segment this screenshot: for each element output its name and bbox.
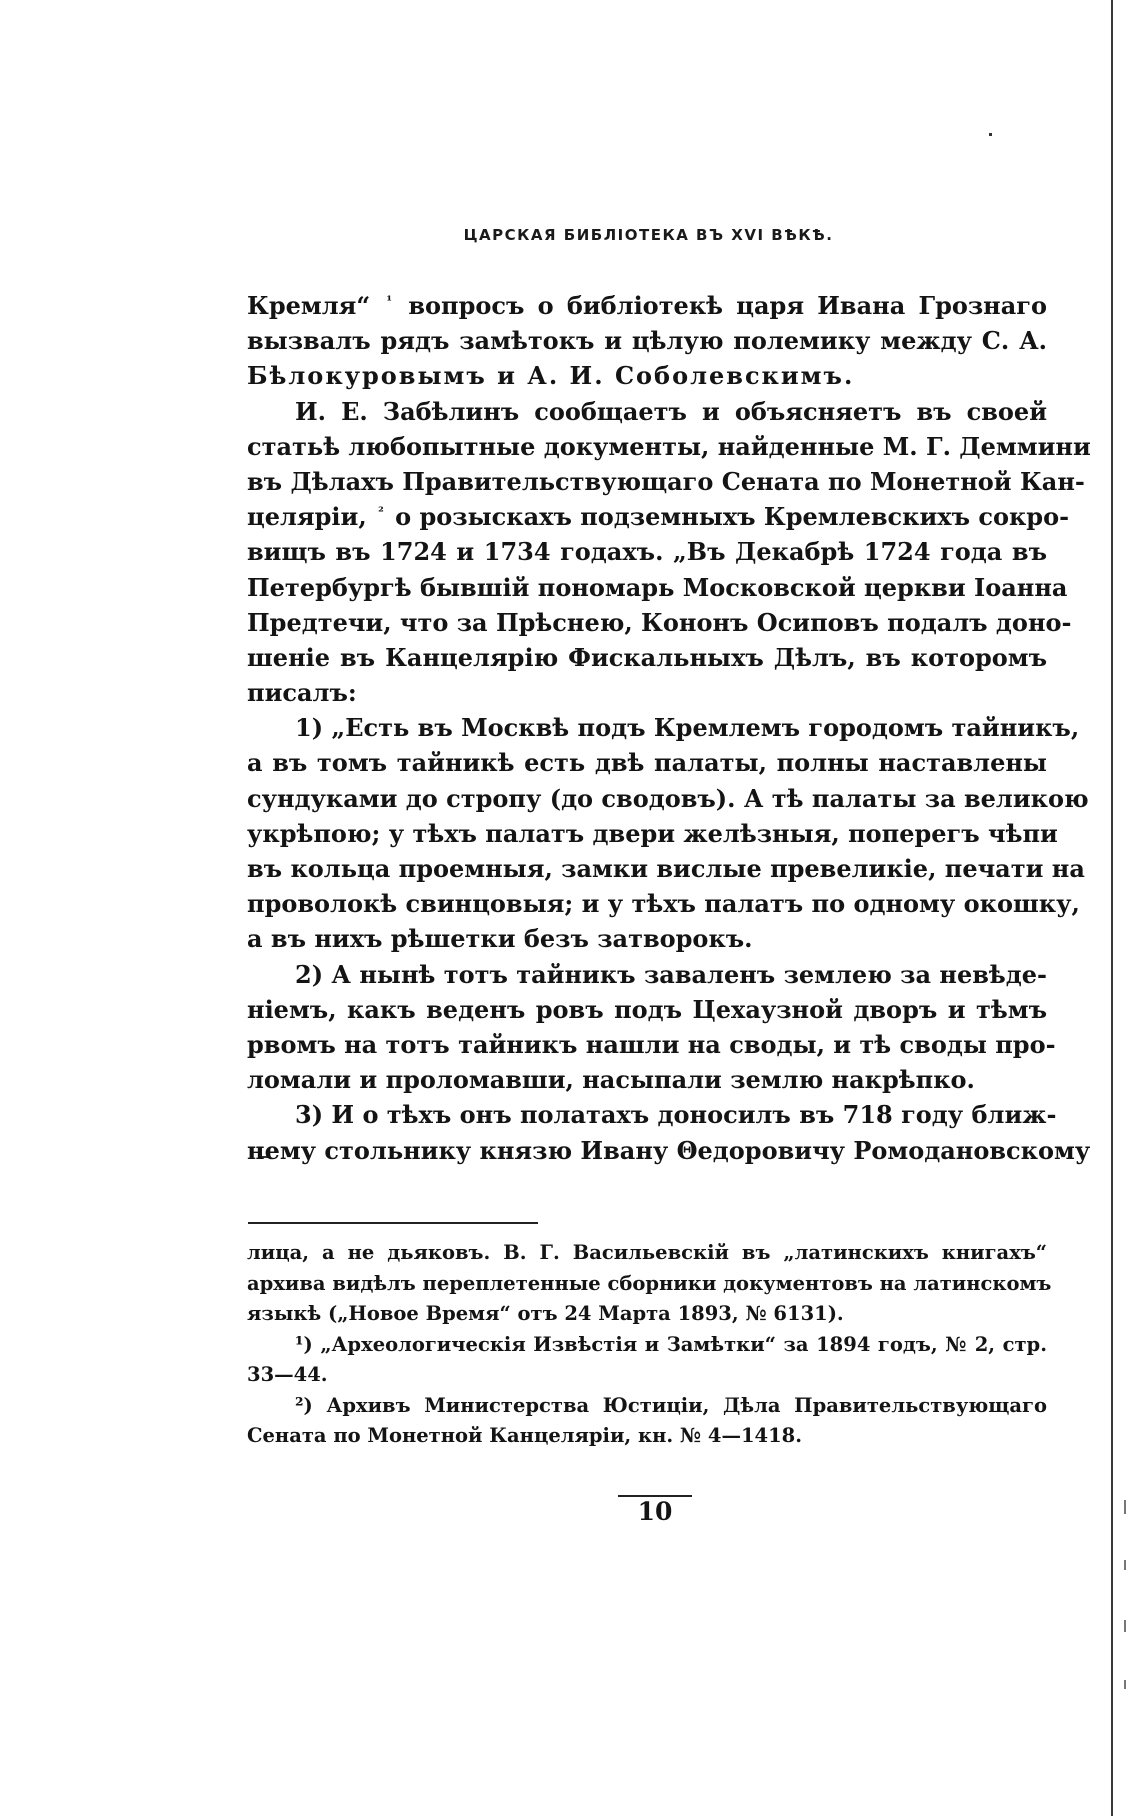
page-edge-speck	[1124, 1500, 1126, 1514]
body-line	[247, 886, 1080, 921]
text-segment: „Археологическія Извѣстія и Замѣтки“ за 1894 годъ, № 2, стр.	[312, 1332, 1047, 1356]
footnote-rule	[248, 1222, 538, 1224]
body-line	[247, 745, 1047, 780]
text-segment: вопросъ о библіотекѣ царя Ивана Грознаго	[395, 291, 1047, 320]
text-segment: 1) „Есть въ Москвѣ подъ Кремлемъ городомъ тайникъ,	[295, 713, 1080, 743]
page-edge-speck	[1124, 1680, 1126, 1689]
body-line	[247, 429, 1091, 464]
body-line	[247, 605, 1072, 640]
footnote-line	[247, 1360, 1047, 1391]
text-segment: ²)	[295, 1393, 313, 1417]
text-segment: вызвалъ рядъ замѣтокъ и цѣлую полемику между С. А.	[247, 326, 1047, 356]
text-segment: Кремля“	[247, 291, 384, 320]
text-segment: Сената по Монетной Канцеляріи, кн. № 4—1418.	[247, 1424, 803, 1447]
text-segment: шеніе въ Канцелярію Фискальныхъ Дѣлъ, въ которомъ	[247, 642, 1047, 672]
body-line	[247, 570, 1068, 605]
text-segment: 33—44.	[247, 1363, 328, 1386]
footnote-line	[247, 1299, 1047, 1330]
body-line	[247, 394, 1047, 429]
body-line	[247, 921, 1047, 956]
body-line	[247, 358, 1047, 393]
body-line	[247, 1027, 1056, 1062]
text-segment: 3) И о тѣхъ онъ полатахъ доносилъ въ 718 году ближ-	[295, 1100, 1057, 1130]
body-line	[247, 1133, 1091, 1168]
body-line	[247, 323, 1047, 358]
text-segment: И. Е. Забѣлинъ сообщаетъ и объясняетъ въ своей	[295, 396, 1047, 426]
text-segment: рвомъ на тотъ тайникъ нашли на своды, и тѣ своды про-	[247, 1029, 1056, 1059]
text-segment: а въ томъ тайникѣ есть двѣ палаты, полны наставлены	[247, 748, 1047, 778]
body-line	[247, 781, 1089, 816]
body-line	[247, 534, 1047, 569]
text-segment: ¹)	[295, 1332, 313, 1356]
body-line	[247, 640, 1047, 675]
footnote-marker: ²	[378, 505, 384, 521]
running-head: ЦАРСКАЯ БИБЛІОТЕКА ВЪ XVI ВѢКѢ.	[463, 226, 834, 244]
body-line	[247, 957, 1047, 992]
body-line	[247, 1062, 1047, 1097]
text-segment: Архивъ Министерства Юстиціи, Дѣла Правительствующаго	[312, 1393, 1047, 1417]
footnote-line	[247, 1330, 1047, 1361]
body-line	[247, 816, 1058, 851]
text-segment: сундуками до стропу (до сводовъ). А тѣ палаты за великою	[247, 783, 1089, 813]
footnote-line	[247, 1421, 1047, 1452]
text-segment: архива видѣлъ переплетенные сборники документовъ на латинскомъ	[247, 1271, 1052, 1295]
text-segment: ніемъ, какъ веденъ ровъ подъ Цехаузной дворъ и тѣмъ	[247, 994, 1047, 1024]
text-segment: Предтечи, что за Прѣснею, Кононъ Осиповъ подалъ доно-	[247, 607, 1072, 637]
body-line	[247, 675, 1047, 710]
footnotes	[247, 1238, 1052, 1452]
text-segment: лица, а не дьяковъ. В. Г. Васильевскій въ „латинскихъ книгахъ“	[247, 1241, 1047, 1264]
text-segment: ломали и проломавши, насыпали землю накрѣпко.	[247, 1065, 975, 1095]
body-line	[247, 499, 1070, 534]
page-edge-line	[1111, 0, 1113, 1816]
text-segment: писалъ:	[247, 678, 357, 708]
body-line	[247, 710, 1080, 745]
footnote-marker: ¹	[386, 294, 393, 309]
text-segment: языкѣ („Новое Время“ отъ 24 Марта 1893, № 6131).	[247, 1302, 844, 1325]
body-line	[247, 992, 1047, 1027]
page-edge-speck	[1124, 1560, 1126, 1570]
footnote-line	[247, 1238, 1047, 1269]
page-edge-speck	[1124, 1620, 1126, 1632]
text-segment: статьѣ любопытные документы, найденные М. Г. Деммини	[247, 431, 1091, 461]
text-segment: 2) А нынѣ тотъ тайникъ заваленъ землею за невѣде-	[295, 959, 1047, 989]
page-number: 10	[637, 1497, 673, 1526]
body-line	[247, 288, 1047, 323]
text-segment: въ кольца проемныя, замки вислые превеликіе, печати на	[247, 854, 1085, 883]
body-line	[247, 851, 1085, 886]
body-text	[247, 288, 1091, 1168]
body-line	[247, 1097, 1057, 1132]
text-segment: Бѣлокуровымъ и А. И. Соболевскимъ.	[247, 361, 855, 391]
text-segment: проволокѣ свинцовыя; и у тѣхъ палатъ по одному окошку,	[247, 889, 1080, 919]
text-segment: въ Дѣлахъ Правительствующаго Сената по Монетной Кан-	[247, 466, 1085, 496]
text-segment: нему стольнику князю Ивану Θедоровичу Ромодановскому	[247, 1135, 1091, 1165]
footnote-line	[247, 1269, 1052, 1300]
text-segment: укрѣпою; у тѣхъ палатъ двери желѣзныя, поперегъ чѣпи	[247, 818, 1058, 848]
text-segment: а въ нихъ рѣшетки безъ затворокъ.	[247, 924, 753, 954]
body-line	[247, 464, 1085, 499]
text-segment: вищъ въ 1724 и 1734 годахъ. „Въ Декабрѣ 1724 года въ	[247, 537, 1047, 567]
text-segment: о розыскахъ подземныхъ Кремлевскихъ сокро-	[386, 502, 1070, 532]
text-segment: Петербургѣ бывшій пономарь Московской церкви Іоанна	[247, 572, 1068, 602]
text-segment: целяріи,	[247, 502, 376, 532]
print-speck	[989, 133, 992, 136]
footnote-line	[247, 1391, 1047, 1422]
